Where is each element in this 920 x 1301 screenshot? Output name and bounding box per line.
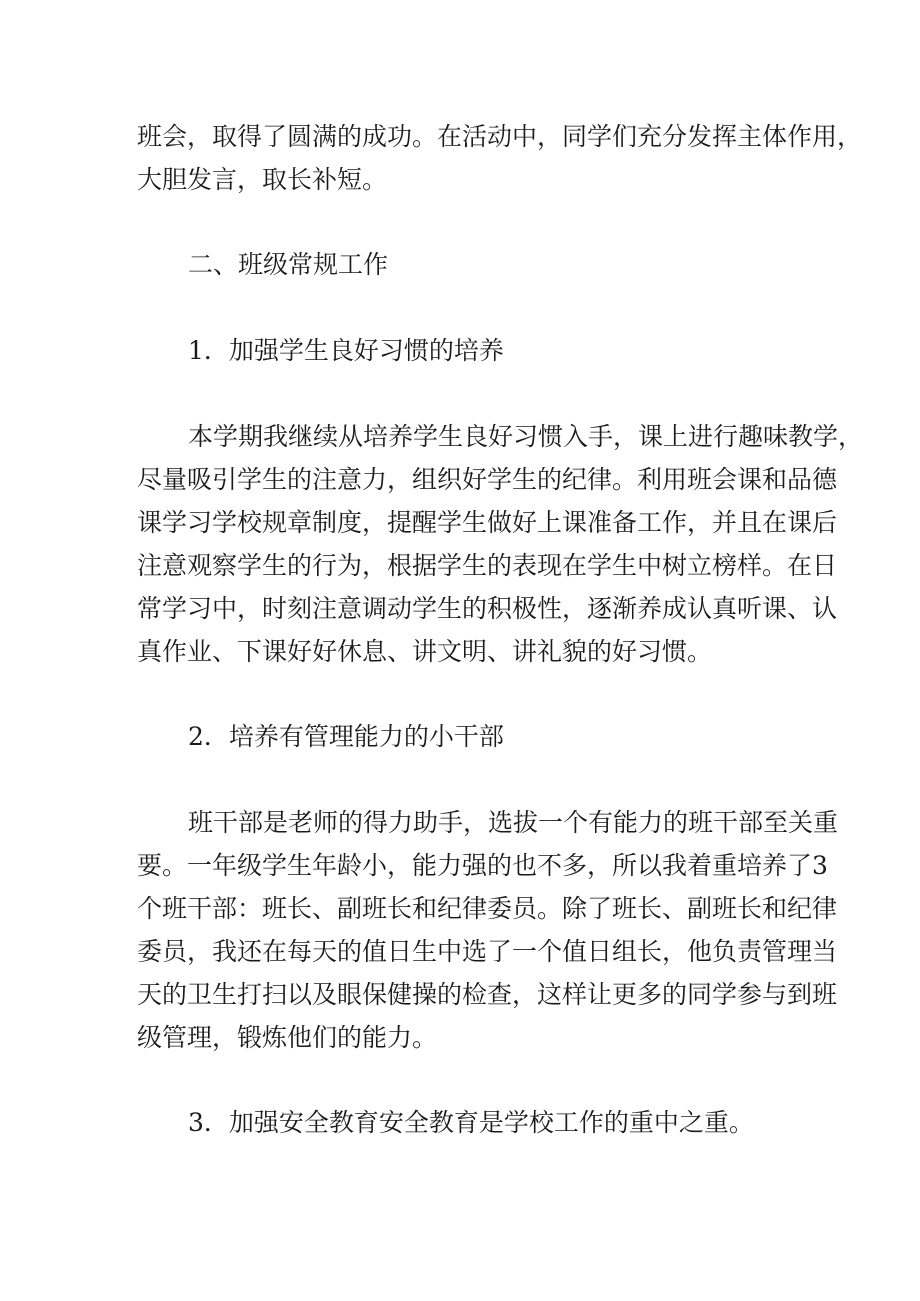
body-line: 大胆发言，取长补短。 xyxy=(137,165,388,194)
subsection-heading: 2．培养有管理能力的小干部 xyxy=(188,722,504,751)
body-line: 级管理，锻炼他们的能力。 xyxy=(137,1023,438,1052)
section-heading: 二、班级常规工作 xyxy=(188,250,389,279)
body-line: 要。一年级学生年龄小，能力强的也不多，所以我着重培养了3 xyxy=(137,851,828,880)
body-line: 本学期我继续从培养学生良好习惯入手，课上进行趣味教学， xyxy=(188,422,864,451)
body-line: 委员，我还在每天的值日生中选了一个值日组长，他负责管理当 xyxy=(137,937,838,966)
subsection-heading: 1．加强学生良好习惯的培养 xyxy=(188,336,504,365)
body-line: 课学习学校规章制度，提醒学生做好上课准备工作，并且在课后 xyxy=(137,508,838,537)
body-line: 个班干部：班长、副班长和纪律委员。除了班长、副班长和纪律 xyxy=(137,894,838,923)
body-line: 班干部是老师的得力助手，选拔一个有能力的班干部至关重 xyxy=(188,808,839,837)
body-line: 常学习中，时刻注意调动学生的积极性，逐渐养成认真听课、认 xyxy=(137,594,838,623)
body-line: 注意观察学生的行为，根据学生的表现在学生中树立榜样。在日 xyxy=(137,551,838,580)
subsection-heading: 3．加强安全教育安全教育是学校工作的重中之重。 xyxy=(188,1108,754,1137)
body-line: 天的卫生打扫以及眼保健操的检查，这样让更多的同学参与到班 xyxy=(137,980,838,1009)
body-line: 尽量吸引学生的注意力，组织好学生的纪律。利用班会课和品德 xyxy=(137,465,838,494)
body-line: 真作业、下课好好休息、讲文明、讲礼貌的好习惯。 xyxy=(137,637,713,666)
body-line: 班会，取得了圆满的成功。在活动中，同学们充分发挥主体作用， xyxy=(137,122,863,151)
